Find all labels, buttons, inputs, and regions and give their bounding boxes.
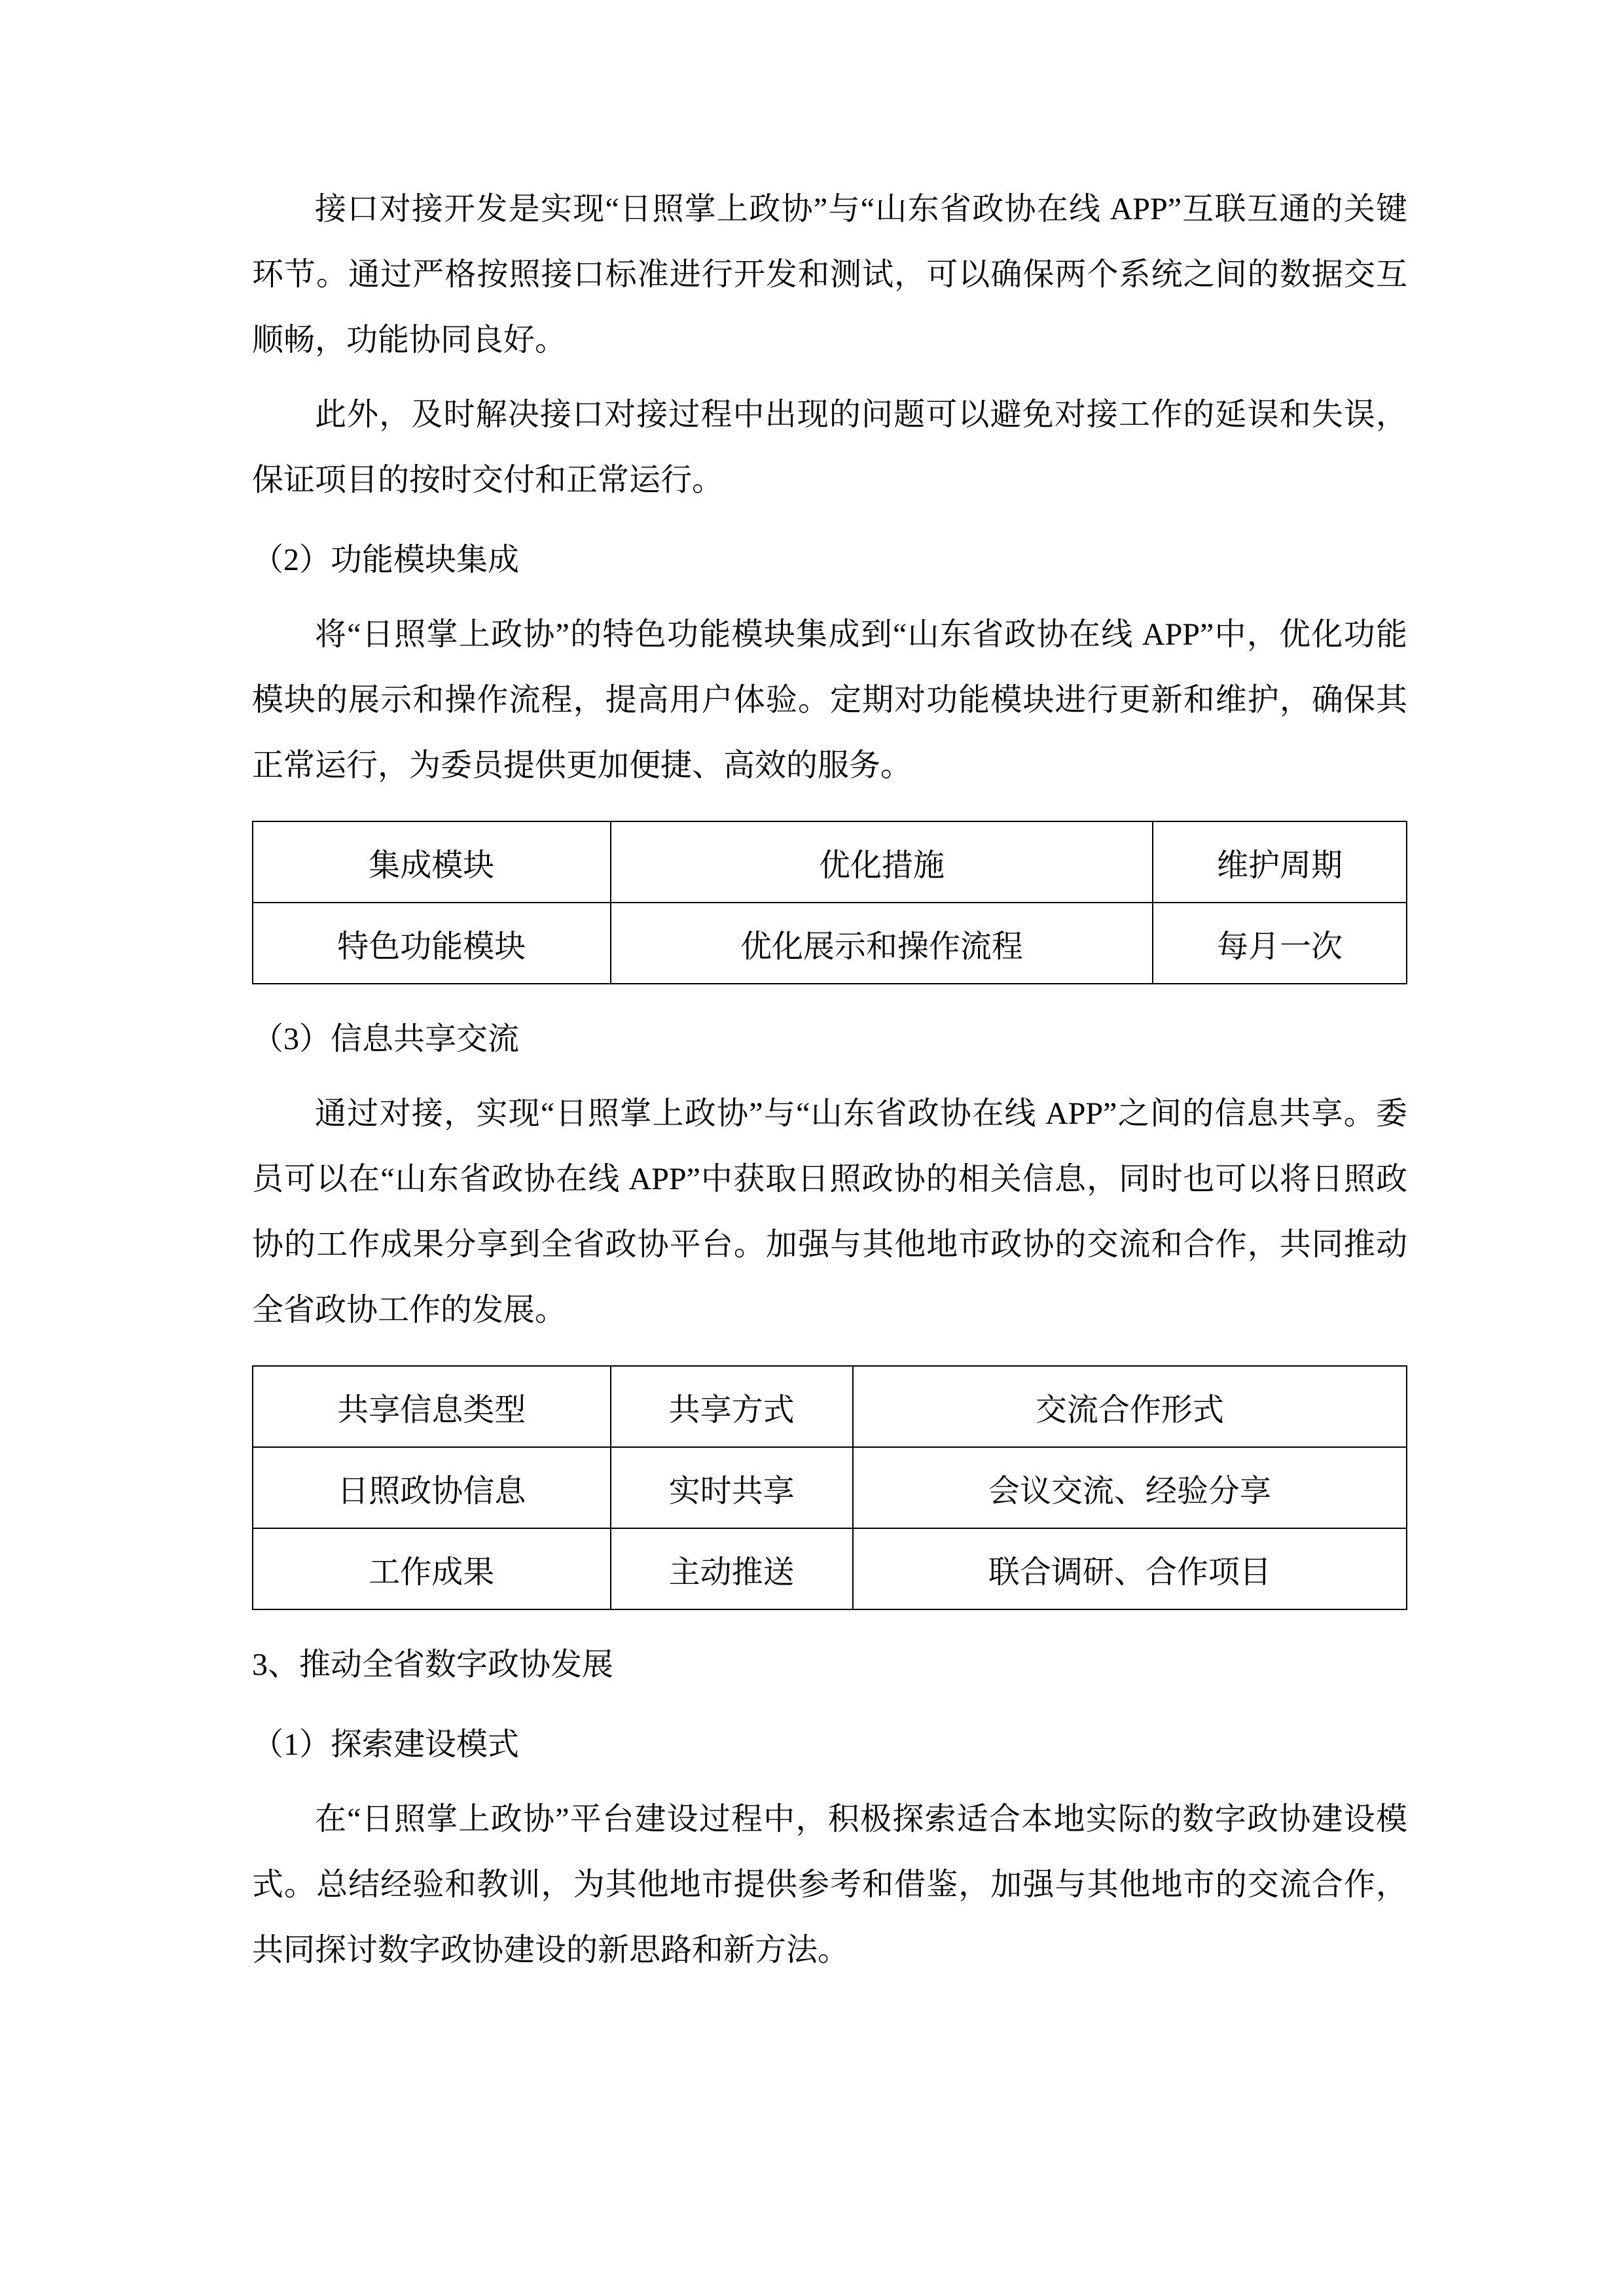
heading-module-integration: （2）功能模块集成 bbox=[252, 543, 520, 577]
table-cell: 工作成果 bbox=[253, 1528, 611, 1609]
table-cell: 优化展示和操作流程 bbox=[611, 903, 1153, 984]
table-header-cell: 共享信息类型 bbox=[253, 1366, 611, 1447]
document-content bbox=[252, 177, 1407, 1983]
table-cell: 每月一次 bbox=[1153, 903, 1407, 984]
table-header-cell: 集成模块 bbox=[253, 821, 611, 903]
table-header-cell: 交流合作形式 bbox=[853, 1366, 1407, 1447]
table-cell: 会议交流、经验分享 bbox=[853, 1447, 1407, 1528]
table-row bbox=[253, 1447, 1407, 1528]
heading-provincial-development: 3、推动全省数字政协发展 bbox=[252, 1647, 614, 1682]
heading-explore-mode: （1）探索建设模式 bbox=[252, 1727, 520, 1762]
module-integration-table bbox=[252, 821, 1407, 984]
table-header-row bbox=[253, 821, 1407, 903]
table-row bbox=[253, 903, 1407, 984]
table-cell: 特色功能模块 bbox=[253, 903, 611, 984]
table-header-cell: 优化措施 bbox=[611, 821, 1153, 903]
paragraph-issue-resolution: 此外，及时解决接口对接过程中出现的问题可以避免对接工作的延误和失误，保证项目的按时交付和正常运行。 bbox=[252, 397, 1407, 497]
paragraph-module-integration: 将“日照掌上政协”的特色功能模块集成到“山东省政协在线 APP”中，优化功能模块的展示和操作流程，提高用户体验。定期对功能模块进行更新和维护，确保其正常运行，为委员提供更加便捷、高效的服务。 bbox=[252, 617, 1407, 783]
paragraph-explore-mode: 在“日照掌上政协”平台建设过程中，积极探索适合本地实际的数字政协建设模式。总结经验和教训，为其他地市提供参考和借鉴，加强与其他地市的交流合作，共同探讨数字政协建设的新思路和新方法。 bbox=[252, 1802, 1407, 1967]
table-cell: 实时共享 bbox=[611, 1447, 853, 1528]
table-cell: 日照政协信息 bbox=[253, 1447, 611, 1528]
table-header-cell: 共享方式 bbox=[611, 1366, 853, 1447]
paragraph-info-sharing: 通过对接，实现“日照掌上政协”与“山东省政协在线 APP”之间的信息共享。委员可以在“山东省政协在线 APP”中获取日照政协的相关信息，同时也可以将日照政协的工作成果分享到全省政协平台。加强与其他地市政协的交流和合作，共同推动全省政协工作的发展。 bbox=[252, 1096, 1407, 1327]
info-sharing-table bbox=[252, 1365, 1407, 1610]
table-header-row bbox=[253, 1366, 1407, 1447]
table-row bbox=[253, 1528, 1407, 1609]
paragraph-interface-dev: 接口对接开发是实现“日照掌上政协”与“山东省政协在线 APP”互联互通的关键环节。通过严格按照接口标准进行开发和测试，可以确保两个系统之间的数据交互顺畅，功能协同良好。 bbox=[252, 192, 1407, 357]
heading-info-sharing: （3）信息共享交流 bbox=[252, 1022, 520, 1056]
table-header-cell: 维护周期 bbox=[1153, 821, 1407, 903]
table-cell: 主动推送 bbox=[611, 1528, 853, 1609]
table-cell: 联合调研、合作项目 bbox=[853, 1528, 1407, 1609]
